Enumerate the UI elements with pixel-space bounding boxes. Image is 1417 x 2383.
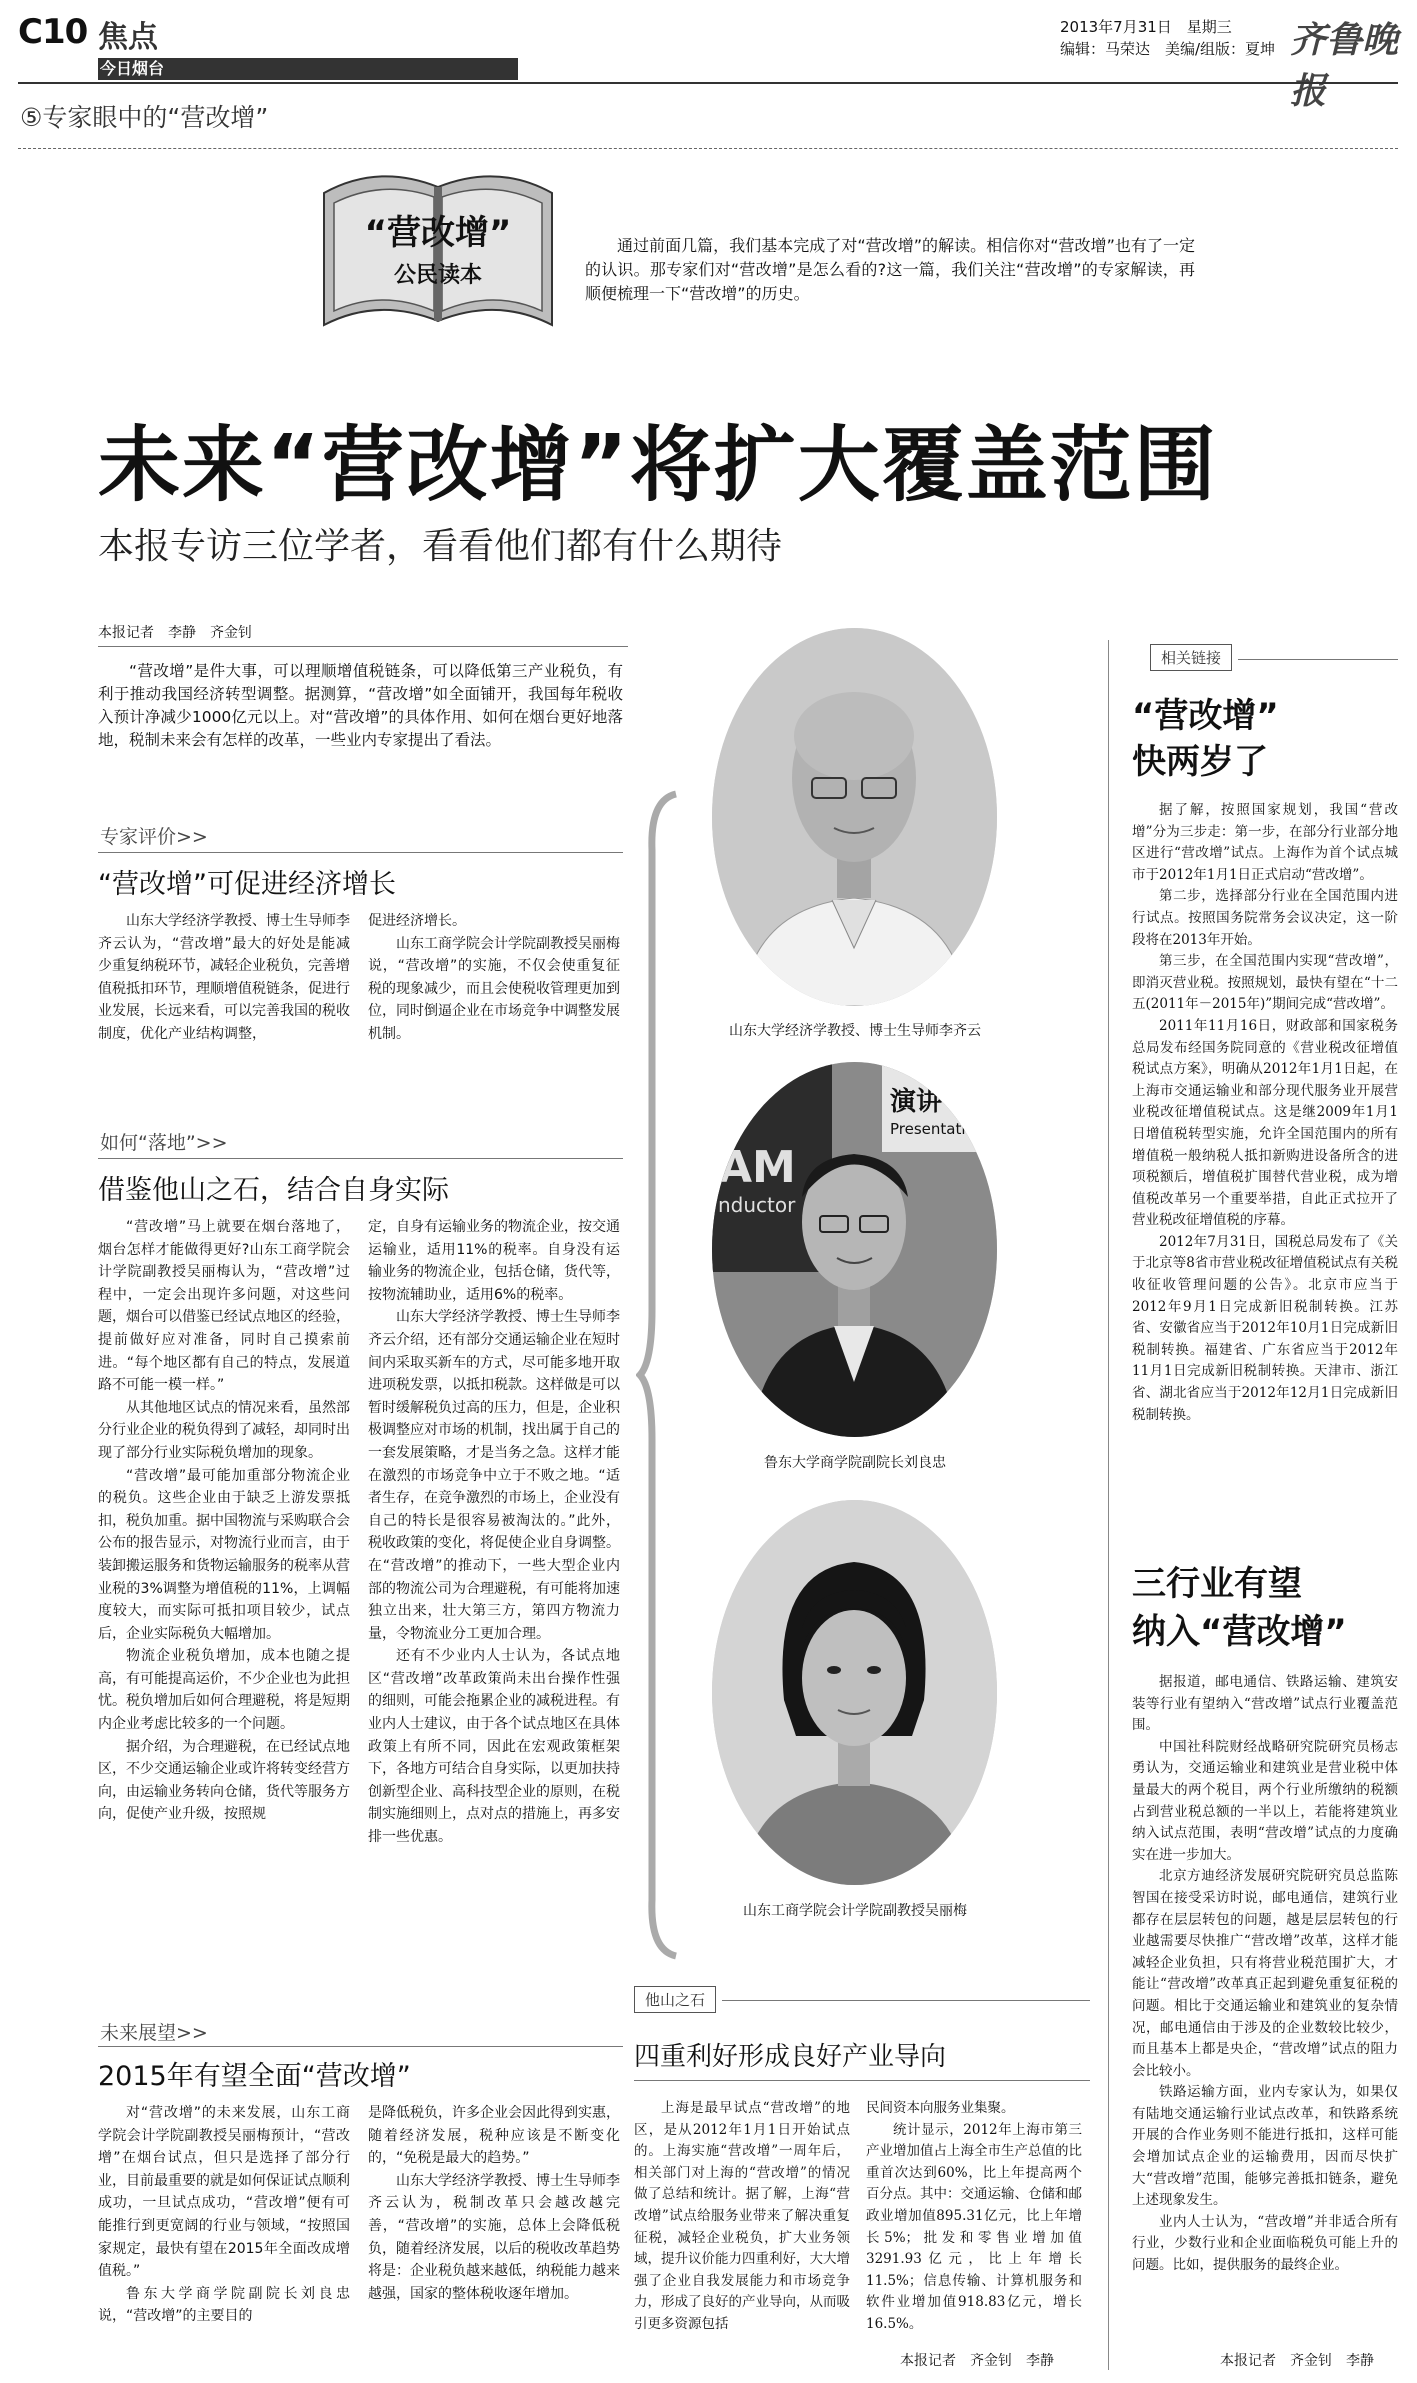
section2-title: 借鉴他山之石，结合自身实际 [98, 1175, 449, 1206]
header-subsection: 今日烟台 [100, 59, 165, 78]
paragraph: 对“营改增”的未来发展，山东工商学院会计学院副教授吴丽梅预计，“营改增”在烟台试点，但只是选择了部分行业，目前最重要的就是如何保证试点顺利成功，一旦试点成功，“营改增”便有可能推行到更宽阔的行业与领域，“按照国家规定，最快有望在2015年全面改成增值税。” [98, 2105, 350, 2280]
paragraph: 民间资本向服务业集聚。 [866, 2100, 1015, 2116]
header-page-number: C10 [18, 12, 88, 52]
section2-col2 [368, 1216, 620, 1849]
sidebar1-tag-rule [1238, 659, 1398, 660]
person-icon [712, 1062, 997, 1437]
section3-rule [98, 2046, 623, 2047]
paragraph: 统计显示，2012年上海市第三产业增加值占上海全市生产总值的比重首次达到60%，比上年提高两个百分点。其中：交通运输、仓储和邮政业增加值895.31亿元，比上年增长5%；批发和零售业增加值3291.93亿元，比上年增长11.5%；信息传输、计算机服务和软件业增加值918.83亿元，增长16.5%。 [866, 2121, 1082, 2332]
portrait-caption-2: 鲁东大学商学院副院长刘良忠 [764, 1455, 946, 1471]
paragraph: 铁路运输方面，业内专家认为，如果仅有陆地交通运输行业试点改革，和铁路系统开展的合作业务则不能进行抵扣，这样可能会增加试点企业的运输费用，因而尽快扩大“营改增”范围，能够完善抵扣链条，避免上述现象发生。 [1132, 2084, 1398, 2209]
paragraph: 上海是最早试点“营改增”的地区，是从2012年1月1日开始试点的。上海实施“营改增”一周年后，相关部门对上海的“营改增”的情况做了总结和统计。据了解，上海“营改增”试点给服务业带来了解决重复征税，减轻企业税负，扩大业务领域，提升议价能力四重利好，大大增强了企业自我发展能力和市场竞争力，形成了良好的产业导向，从而吸引更多资源包括 [634, 2100, 850, 2332]
backdrop-text: nductor [718, 1193, 796, 1217]
sidebar2-title-line2: 纳入“营改增” [1132, 1612, 1347, 1652]
section3-col1 [98, 2102, 350, 2328]
paragraph: 定，自身有运输业务的物流企业，按交通运输业，适用11%的税率。自身没有运输业务的物流企业，包括仓储，货代等，按物流辅助业，适用6%的税率。 [368, 1219, 620, 1303]
sidebar3-byline: 本报记者 齐金钊 李静 [900, 2353, 1054, 2369]
section3-col2 [368, 2102, 620, 2305]
sidebar2-byline: 本报记者 齐金钊 李静 [1220, 2353, 1374, 2369]
paragraph: 据报道，邮电通信、铁路运输、建筑安装等行业有望纳入“营改增”试点行业覆盖范围。 [1132, 1674, 1398, 1734]
paragraph: “营改增”最可能加重部分物流企业的税负。这些企业由于缺乏上游发票抵扣，税负加重。据中国物流与采购联合会公布的报告显示，对物流行业而言，由于装卸搬运服务和货物运输服务的税率从营业税的3%调整为增值税的11%，上调幅度较大，而实际可抵扣项目较少，试点后，企业实际税负大幅增加。 [98, 1467, 350, 1642]
sidebar1-body [1132, 800, 1398, 1426]
sidebar1-tag: 相关链接 [1150, 644, 1232, 671]
byline-rule [98, 646, 628, 647]
paragraph: 2011年11月16日，财政部和国家税务总局发布经国务院同意的《营业税改征增值税试点方案》，明确从2012年1月1日起，在上海市交通运输业和部分现代服务业开展营业税改征增值税试点。这是继2009年1月1日增值税转型实施，允许全国范围内的所有增值税一般纳税人抵扣新购进设备所含的进项税额后，增值税扩围替代营业税，成为增值税改革另一个重要举措，自此正式拉开了营业税改征增值税的序幕。 [1132, 1017, 1398, 1229]
section3-label: 未来展望>> [100, 2022, 208, 2044]
subheadline: 本报专访三位学者，看看他们都有什么期待 [98, 526, 783, 567]
header-rule [18, 82, 1398, 84]
header-editors: 编辑：马荣达 美编/组版：夏坤 [1060, 40, 1276, 58]
paragraph: 山东大学经济学教授、博士生导师李齐云认为，税制改革只会越改越完善，“营改增”的实施，总体上会降低税负，随着经济发展，以后的税收改革趋势将是：企业税负越来越低，纳税能力越来越强，国家的整体税收逐年增加。 [368, 2172, 620, 2302]
backdrop-text: Presentati [890, 1120, 966, 1138]
paragraph: “营改增”马上就要在烟台落地了，烟台怎样才能做得更好?山东工商学院会计学院副教授吴丽梅认为，“营改增”过程中，一定会出现许多问题，对这些问题，烟台可以借鉴已经试点地区的经验，提前做好应对准备，同时自己摸索前进。“每个地区都有自己的特点，发展道路不可能一模一样。” [98, 1219, 350, 1394]
paragraph: 还有不少业内人士认为，各试点地区“营改增”改革政策尚未出台操作性强的细则，可能会拖累企业的减税进程。有业内人士建议，由于各个试点地区在具体政策上有所不同，因此在宏观政策框架下，各地方可结合自身实际，以更加扶持创新型企业、高科技型企业的原则，在税制实施细则上，点对点的措施上，再多安排一些优惠。 [368, 1648, 620, 1846]
paragraph: 山东大学经济学教授、博士生导师李齐云介绍，还有部分交通运输企业在短时间内采取买新车的方式，尽可能多地开取进项税发票，以抵扣税款。这样做是可以暂时缓解税负过高的压力，但是，企业积极调整应对市场的机制，找出属于自己的一套发展策略，才是当务之急。这样才能在激烈的市场竞争中立于不败之地。“适者生存，在竞争激烈的市场上，企业没有自己的特长是很容易被淘汰的。”此外，税收政策的变化，将促使企业自身调整。在“营改增”的推动下，一些大型企业内部的物流公司为合理避税，有可能将加速独立出来，壮大第三方，第四方物流力量，令物流业分工更加合理。 [368, 1309, 620, 1642]
sidebar-divider [1108, 640, 1109, 2370]
section1-col2 [368, 910, 620, 1046]
header-date: 2013年7月31日 星期三 [1060, 18, 1232, 36]
sidebar3-col2 [866, 2098, 1082, 2336]
sidebar2-body [1132, 1672, 1398, 2277]
sidebar3-tag-rule [722, 2000, 1090, 2001]
logo-main-text: “营改增” [364, 213, 512, 253]
sidebar3-tag: 他山之石 [634, 1986, 716, 2013]
curly-brace-icon [636, 790, 682, 1960]
paragraph: 物流企业税负增加，成本也随之提高，有可能提高运价，不少企业也为此担忧。税负增加后如何合理避税，将是短期内企业考虑比较多的一个问题。 [98, 1648, 350, 1733]
sidebar3-title: 四重利好形成良好产业导向 [634, 2042, 947, 2072]
paragraph: 据介绍，为合理避税，在已经试点地区，不少交通运输企业或许将转变经营方向，由运输业务转向仓储，货代等服务方向，促使产业升级，按照规 [98, 1738, 350, 1823]
paragraph: 第三步，在全国范围内实现“营改增”，即消灭营业税。按照规划，最快有望在“十二五(2011年－2015年)”期间完成“营改增”。 [1132, 953, 1398, 1013]
backdrop-text: 演讲 [890, 1087, 943, 1117]
lead-text: “营改增”是件大事，可以理顺增值税链条，可以降低第三产业税负，有利于推动我国经济转型调整。据测算，“营改增”如全面铺开，我国每年税收入预计净减少1000亿元以上。对“营改增”的具体作用、如何在烟台更好地落地，税制未来会有怎样的改革，一些业内专家提出了看法。 [98, 662, 623, 749]
sidebar3-title-rule [634, 2080, 1090, 2081]
paragraph: 第二步，选择部分行业在全国范围内进行试点。按照国务院常务会议决定，这一阶段将在2013年开始。 [1132, 888, 1398, 948]
portrait-caption-1: 山东大学经济学教授、博士生导师李齐云 [729, 1023, 981, 1039]
section1-title: “营改增”可促进经济增长 [98, 869, 396, 900]
sidebar3-col1 [634, 2098, 850, 2336]
person-icon [712, 628, 997, 1006]
paragraph: 是降低税负，许多企业会因此得到实惠，随着经济发展，税种应该是不断变化的，“免税是最大的趋势。” [368, 2105, 620, 2167]
intro-text: 通过前面几篇，我们基本完成了对“营改增”的解读。相信你对“营改增”也有了一定的认识。那专家们对“营改增”是怎么看的?这一篇，我们关注“营改增”的专家解读，再顺便梳理一下“营改增”的历史。 [585, 236, 1195, 303]
header-section: 焦点 [98, 20, 158, 55]
sidebar1-title-line2: 快两岁了 [1132, 742, 1268, 782]
logo-sub-text: 公民读本 [393, 263, 482, 288]
paragraph: 山东大学经济学教授、博士生导师李齐云认为，“营改增”最大的好处是能减少重复纳税环节，减轻企业税负，完善增值税抵扣环节，理顺增值税链条，促进行业发展，长远来看，可以完善我国的税收制度，优化产业结构调整， [98, 913, 350, 1042]
sidebar1-title-line1: “营改增” [1132, 696, 1279, 736]
paragraph: 据了解，按照国家规划，我国“营改增”分为三步走：第一步，在部分行业部分地区进行“营改增”试点。上海作为首个试点城市于2012年1月1日正式启动“营改增”。 [1132, 802, 1398, 883]
paragraph: 促进经济增长。 [368, 913, 466, 929]
portrait-li-qiyun [712, 628, 997, 1006]
paragraph: 从其他地区试点的情况来看，虽然部分行业企业的税负得到了减轻，却同时出现了部分行业实际税负增加的现象。 [98, 1399, 350, 1461]
series-title: ⑤专家眼中的“营改增” [20, 103, 269, 132]
section2-label: 如何“落地”>> [100, 1132, 228, 1154]
section1-rule [98, 852, 623, 853]
headline: 未来“营改增”将扩大覆盖范围 [98, 418, 1218, 513]
portrait-caption-3: 山东工商学院会计学院副教授吴丽梅 [743, 1903, 967, 1919]
series-rule [18, 148, 1398, 149]
paragraph: 2012年7月31日，国税总局发布了《关于北京等8省市营业税改征增值税试点有关税收征收管理问题的公告》。北京市应当于2012年9月1日完成新旧税制转换。江苏省、安徽省应当于2012年10月1日完成新旧税制转换。福建省、广东省应当于2012年11月1日完成新旧税制转换。天津市、浙江省、湖北省应当于2012年12月1日完成新旧税制转换。 [1132, 1233, 1398, 1423]
byline: 本报记者 李静 齐金钊 [98, 625, 252, 641]
paragraph: 中国社科院财经战略研究院研究员杨志勇认为，交通运输业和建筑业是营业税中体量最大的两个税目，两个行业所缴纳的税额占到营业税总额的一半以上，若能将建筑业纳入试点范围，表明“营改增”试点的力度确实在进一步加大。 [1132, 1738, 1398, 1863]
portrait-liu-liangzhong [712, 1062, 997, 1437]
section2-rule [98, 1158, 623, 1159]
paragraph: 北京方迪经济发展研究院研究员总监陈智国在接受采访时说，邮电通信，建筑行业都存在层层转包的问题，越是层层转包的行业越需要尽快推广“营改增”改革，这样才能减轻企业负担，只有将营业税范围扩大，才能让“营改增”改革真正起到避免重复征税的问题。相比于交通运输业和建筑业的复杂情况，邮电通信由于涉及的企业数较比较少，而且基本上都是央企，“营改增”试点的阻力会比较小。 [1132, 1868, 1398, 2079]
person-icon [712, 1500, 997, 1885]
paper-logo: 齐鲁晚报 [1290, 19, 1399, 112]
portrait-wu-limei [712, 1500, 997, 1885]
section1-label: 专家评价>> [100, 826, 208, 848]
backdrop-text: AM [718, 1142, 796, 1193]
paragraph: 业内人士认为，“营改增”并非适合所有行业，少数行业和企业面临税负可能上升的问题。比如，提供服务的最终企业。 [1132, 2213, 1398, 2274]
section2-col1 [98, 1216, 350, 1826]
paragraph: 山东工商学院会计学院副教授吴丽梅说，“营改增”的实施，不仅会使重复征税的现象减少，而且会使税收管理更加到位，同时倒逼企业在市场竞争中调整发展机制。 [368, 935, 620, 1042]
paragraph: 鲁东大学商学院副院长刘良忠说，“营改增”的主要目的 [98, 2285, 350, 2325]
sidebar2-title-line1: 三行业有望 [1132, 1564, 1302, 1604]
section3-title: 2015年有望全面“营改增” [98, 2061, 411, 2092]
section1-col1 [98, 910, 350, 1046]
